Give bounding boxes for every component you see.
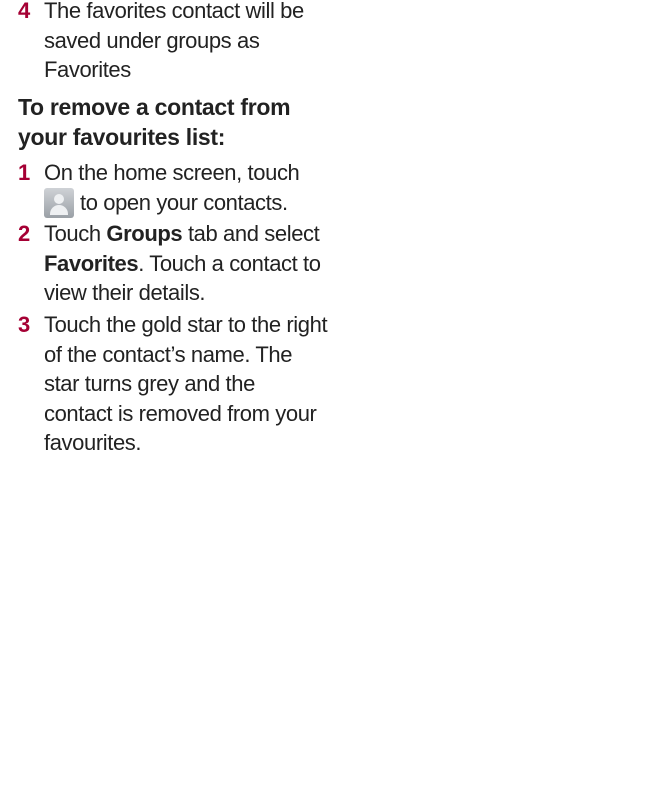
favorites-label: Favorites xyxy=(44,250,139,276)
step-number: 1 xyxy=(18,160,30,185)
step-text: Touch the gold star to the right of the contact’s name. The star turns grey and the contact is removed from your favourites. xyxy=(44,312,328,455)
step-text xyxy=(44,219,328,308)
step-text-after: to open your contacts. xyxy=(80,189,288,215)
step-number: 4 xyxy=(18,0,30,23)
step-text xyxy=(44,158,328,218)
step-4 xyxy=(18,0,328,85)
step-1 xyxy=(18,158,328,218)
step-2 xyxy=(18,219,328,308)
groups-label: Groups xyxy=(106,221,183,246)
step-text-part: Touch xyxy=(44,221,107,246)
step-text: The favorites contact will be saved under groups as Favorites xyxy=(44,0,304,82)
step-3 xyxy=(18,310,328,458)
step-text-before: On the home screen, touch xyxy=(44,160,300,185)
step-number: 2 xyxy=(18,221,30,246)
contacts-icon xyxy=(44,188,74,218)
step-text-part: . Touch a contact to view their details. xyxy=(44,250,321,305)
step-number: 3 xyxy=(18,312,30,337)
section-heading: To remove a contact from your favourites list: xyxy=(18,94,291,150)
step-text-part: tab and select xyxy=(182,221,320,246)
